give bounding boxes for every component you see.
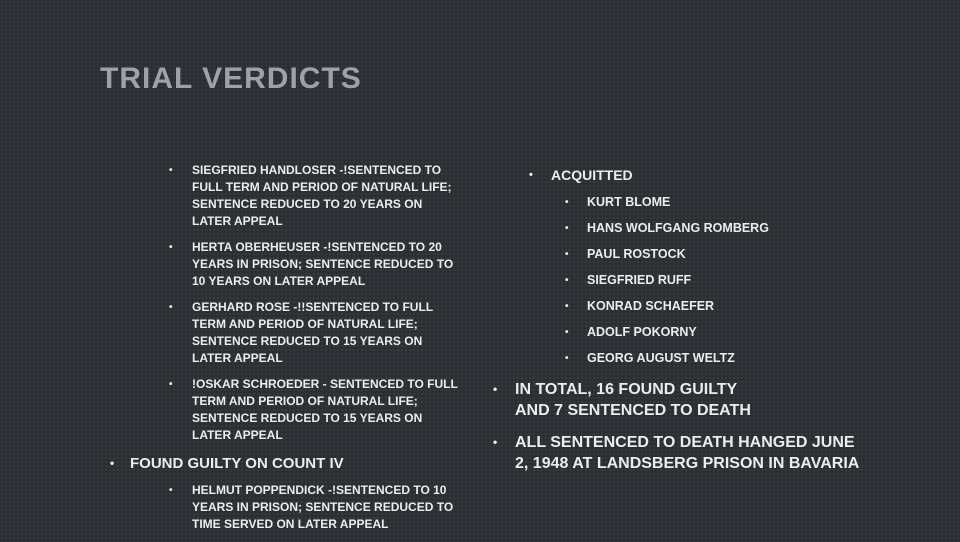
bullet-icon: • (565, 275, 569, 286)
bullet-icon: • (169, 242, 173, 253)
bullet-icon: • (169, 165, 173, 176)
sentence-schroeder (130, 376, 460, 444)
sentence-text: GERHARD ROSE -!!SENTENCED TO FULL TERM AND PERIOD OF NATURAL LIFE; SENTENCE REDUCED TO 15 YEARS ON LATER APPEAL (192, 300, 433, 365)
summary-text: IN TOTAL, 16 FOUND GUILTY AND 7 SENTENCED TO DEATH (515, 381, 751, 419)
acquitted-name: KURT BLOME (587, 195, 671, 209)
sentence-handloser (130, 162, 460, 230)
acquitted-item (526, 246, 890, 263)
bullet-icon: • (565, 197, 569, 208)
acquitted-item (526, 220, 890, 237)
acquitted-name: GEORG AUGUST WELTZ (587, 351, 735, 365)
bullet-icon: • (565, 249, 569, 260)
count-iv-heading-text: FOUND GUILTY ON COUNT IV (130, 455, 344, 472)
bullet-icon: • (169, 379, 173, 390)
summary-text: ALL SENTENCED TO DEATH HANGED JUNE 2, 1948 AT LANDSBERG PRISON IN BAVARIA (515, 434, 860, 472)
bullet-icon: • (110, 456, 115, 470)
acquitted-name: ADOLF POKORNY (587, 325, 697, 339)
acquitted-name: SIEGFRIED RUFF (587, 273, 692, 287)
acquitted-item (526, 194, 890, 211)
right-column (490, 166, 890, 485)
acquitted-item (526, 324, 890, 341)
bullet-icon: • (169, 302, 173, 313)
bullet-icon: • (565, 223, 569, 234)
acquitted-name: KONRAD SCHAEFER (587, 299, 715, 313)
bullet-icon: • (493, 435, 498, 449)
sentence-poppendick (130, 482, 460, 533)
summary-total (490, 379, 760, 421)
bullet-icon: • (493, 382, 498, 396)
acquitted-item (526, 272, 890, 289)
acquitted-name: PAUL ROSTOCK (587, 247, 686, 261)
bullet-icon: • (565, 301, 569, 312)
sentence-text: HELMUT POPPENDICK -!SENTENCED TO 10 YEARS IN PRISON; SENTENCE REDUCED TO TIME SERVED ON LATER APPEAL (192, 483, 454, 531)
bullet-icon: • (529, 169, 533, 181)
left-column (110, 162, 460, 542)
count-iv-heading (105, 453, 460, 474)
acquitted-name: HANS WOLFGANG ROMBERG (587, 221, 769, 235)
acquitted-heading (526, 166, 890, 184)
bullet-icon: • (169, 485, 173, 496)
bullet-icon: • (565, 327, 569, 338)
sentence-text: HERTA OBERHEUSER -!SENTENCED TO 20 YEARS IN PRISON; SENTENCE REDUCED TO 10 YEARS ON LATER APPEAL (192, 240, 454, 288)
acquitted-list (526, 166, 890, 367)
summary-hanged (490, 432, 865, 474)
sentence-text: !OSKAR SCHROEDER - SENTENCED TO FULL TERM AND PERIOD OF NATURAL LIFE; SENTENCE REDUCED TO 15 YEARS ON LATER APPEAL (192, 377, 458, 442)
sentence-text: SIEGFRIED HANDLOSER -!SENTENCED TO FULL TERM AND PERIOD OF NATURAL LIFE; SENTENCE REDUCED TO 20 YEARS ON LATER APPEAL (192, 163, 452, 228)
acquitted-item (526, 350, 890, 367)
slide-title: TRIAL VERDICTS (100, 62, 362, 95)
acquitted-heading-text: ACQUITTED (551, 167, 633, 183)
sentence-oberheuser (130, 239, 460, 290)
acquitted-item (526, 298, 890, 315)
bullet-icon: • (565, 353, 569, 364)
sentence-rose (130, 299, 460, 367)
